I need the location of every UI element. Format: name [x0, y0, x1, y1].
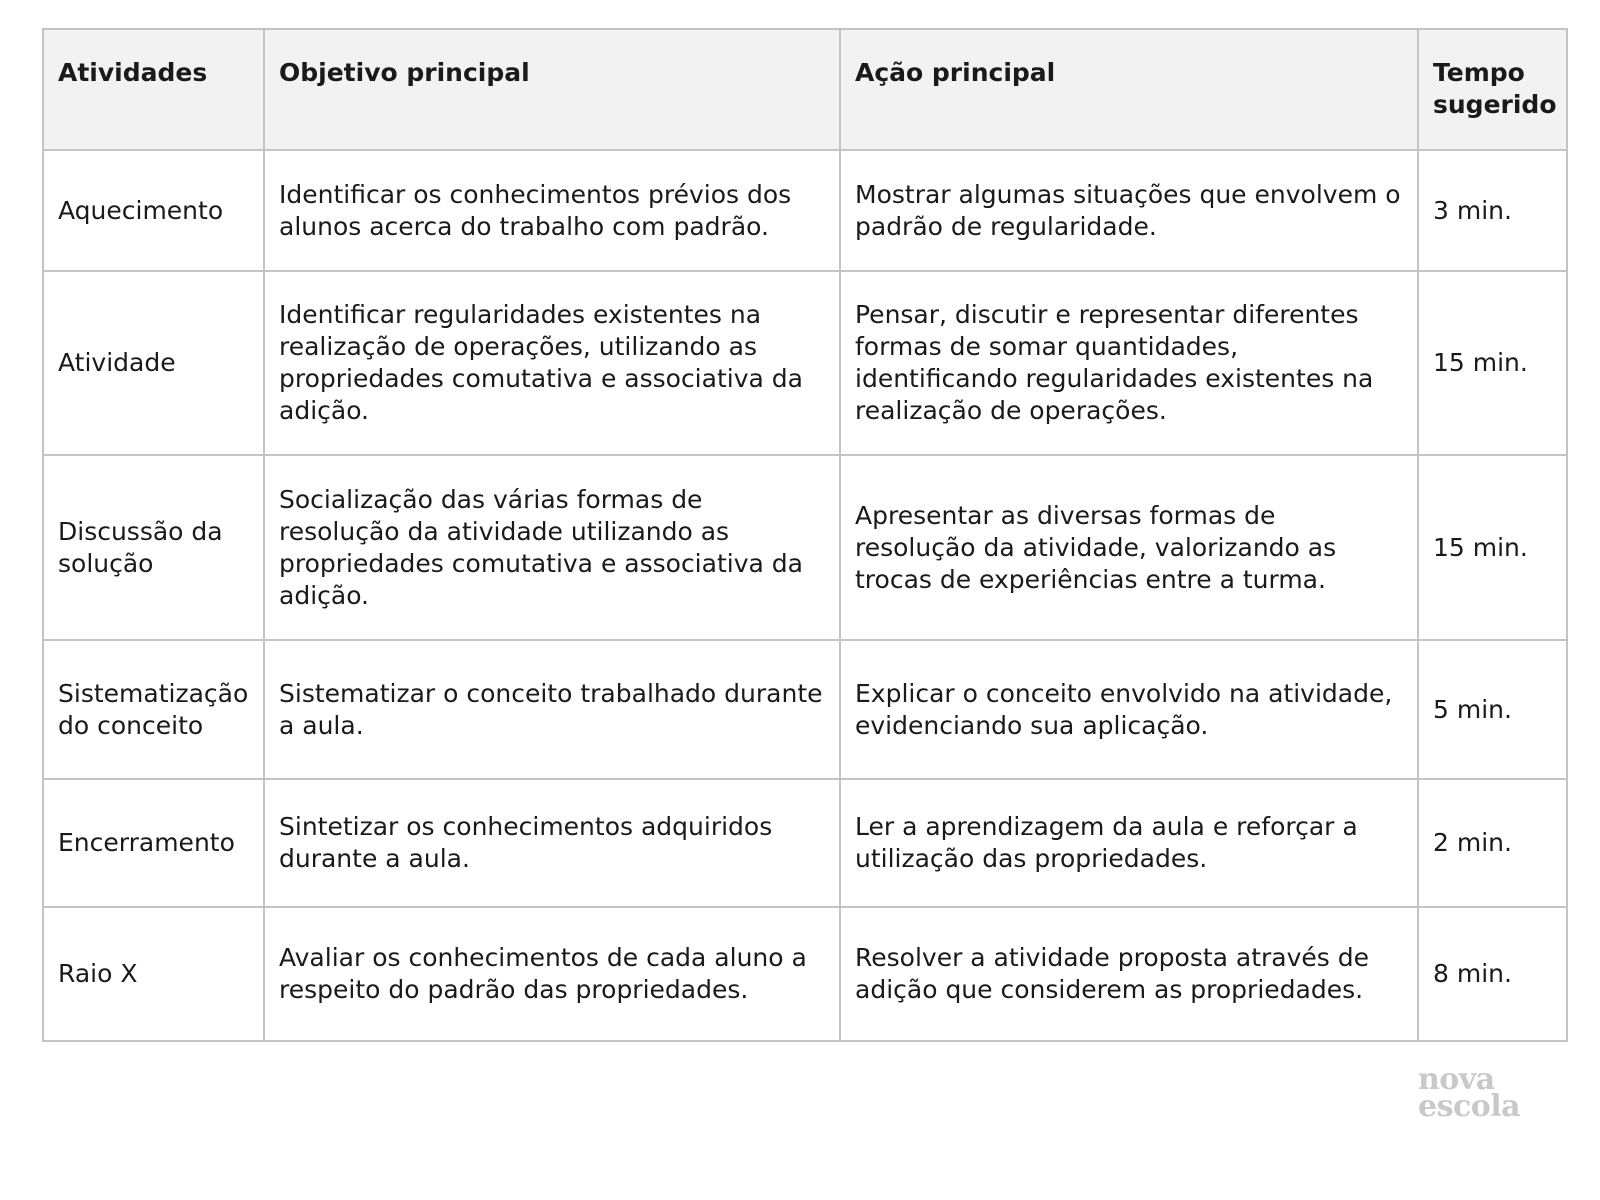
lesson-plan-table — [42, 28, 1568, 1042]
cell-tempo: 5 min. — [1418, 640, 1567, 779]
cell-acao: Pensar, discutir e representar diferentes formas de somar quantidades, identificando regularidades existentes na realização de operações. — [840, 271, 1418, 455]
header-objetivo: Objetivo principal — [264, 29, 840, 150]
cell-objetivo: Sintetizar os conhecimentos adquiridos durante a aula. — [264, 779, 840, 907]
table-row — [43, 150, 1567, 271]
cell-tempo: 15 min. — [1418, 455, 1567, 640]
cell-objetivo: Sistematizar o conceito trabalhado durante a aula. — [264, 640, 840, 779]
cell-acao: Explicar o conceito envolvido na atividade, evidenciando sua aplicação. — [840, 640, 1418, 779]
table-row — [43, 779, 1567, 907]
cell-atividade: Encerramento — [43, 779, 264, 907]
table-row — [43, 455, 1567, 640]
cell-atividade: Raio X — [43, 907, 264, 1041]
header-tempo: Tempo sugerido — [1418, 29, 1567, 150]
logo-line-nova: nova — [1418, 1062, 1495, 1097]
cell-tempo: 3 min. — [1418, 150, 1567, 271]
table-row — [43, 640, 1567, 779]
cell-atividade: Discussão da solução — [43, 455, 264, 640]
logo-line-escola: escola — [1418, 1089, 1521, 1124]
cell-atividade: Sistematização do conceito — [43, 640, 264, 779]
cell-acao: Mostrar algumas situações que envolvem o padrão de regularidade. — [840, 150, 1418, 271]
cell-objetivo: Identificar regularidades existentes na realização de operações, utilizando as propriedades comutativa e associativa da adição. — [264, 271, 840, 455]
cell-atividade: Atividade — [43, 271, 264, 455]
cell-acao: Resolver a atividade proposta através de adição que considerem as propriedades. — [840, 907, 1418, 1041]
cell-acao: Ler a aprendizagem da aula e reforçar a utilização das propriedades. — [840, 779, 1418, 907]
table-row — [43, 907, 1567, 1041]
table-row — [43, 271, 1567, 455]
cell-tempo: 2 min. — [1418, 779, 1567, 907]
cell-objetivo: Identificar os conhecimentos prévios dos alunos acerca do trabalho com padrão. — [264, 150, 840, 271]
cell-tempo: 15 min. — [1418, 271, 1567, 455]
header-acao: Ação principal — [840, 29, 1418, 150]
cell-acao: Apresentar as diversas formas de resolução da atividade, valorizando as trocas de experiências entre a turma. — [840, 455, 1418, 640]
cell-atividade: Aquecimento — [43, 150, 264, 271]
cell-tempo: 8 min. — [1418, 907, 1567, 1041]
cell-objetivo: Avaliar os conhecimentos de cada aluno a respeito do padrão das propriedades. — [264, 907, 840, 1041]
nova-escola-logo — [1418, 1062, 1538, 1124]
table-header-row — [43, 29, 1567, 150]
cell-objetivo: Socialização das várias formas de resolução da atividade utilizando as propriedades comutativa e associativa da adição. — [264, 455, 840, 640]
header-atividades: Atividades — [43, 29, 264, 150]
